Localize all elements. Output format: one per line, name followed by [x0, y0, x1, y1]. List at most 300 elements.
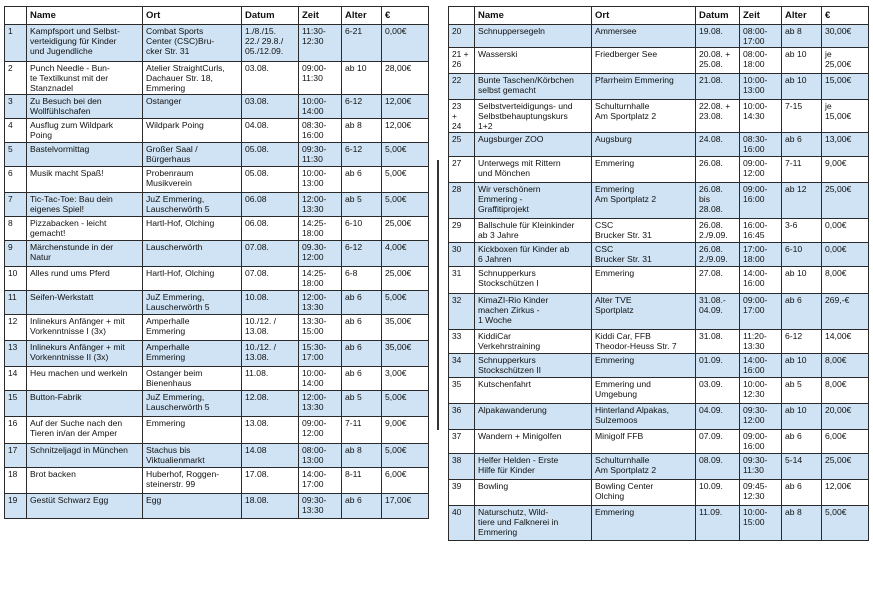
- preis-cell: je 15,00€: [822, 100, 869, 133]
- name-cell: Seifen-Werkstatt: [27, 291, 143, 315]
- datum-cell: 26.08. bis 28.08.: [696, 183, 740, 219]
- preis-cell: 20,00€: [822, 404, 869, 430]
- col-nr-header: [5, 7, 27, 25]
- ort-cell: Wildpark Poing: [143, 119, 242, 143]
- zeit-cell: 09:30- 11:30: [740, 454, 782, 480]
- ort-cell: Emmering und Umgebung: [592, 378, 696, 404]
- name-cell: Wandern + Minigolfen: [475, 430, 592, 454]
- nr-cell: 3: [5, 95, 27, 119]
- nr-cell: 1: [5, 25, 27, 62]
- ort-cell: Ammersee: [592, 25, 696, 48]
- ort-cell: Emmering: [143, 417, 242, 444]
- table-row: [5, 291, 429, 315]
- ort-cell: Combat Sports Center (CSC)Bru- cker Str. 31: [143, 25, 242, 62]
- nr-cell: 6: [5, 167, 27, 193]
- nr-cell: 12: [5, 315, 27, 341]
- ort-cell: Ostanger: [143, 95, 242, 119]
- table-row: [449, 48, 869, 74]
- name-cell: Gestüt Schwarz Egg: [27, 494, 143, 519]
- datum-cell: 10.09.: [696, 480, 740, 506]
- nr-cell: 33: [449, 330, 475, 354]
- nr-cell: 7: [5, 193, 27, 217]
- table-row: [5, 241, 429, 267]
- table-row: [5, 25, 429, 62]
- ort-cell: Schulturnhalle Am Sportplatz 2: [592, 100, 696, 133]
- zeit-cell: 08:30- 16:00: [299, 119, 342, 143]
- alter-cell: 7-15: [782, 100, 822, 133]
- name-cell: Kampfsport und Selbst- verteidigung für Kinder und Jugendliche: [27, 25, 143, 62]
- zeit-cell: 11:30- 12:30: [299, 25, 342, 62]
- ort-cell: Minigolf FFB: [592, 430, 696, 454]
- preis-cell: 5,00€: [382, 167, 429, 193]
- datum-cell: 07.08.: [242, 267, 299, 291]
- col-nr-header: [449, 7, 475, 25]
- name-cell: Inlinekurs Anfänger + mit Vorkenntnisse I (3x): [27, 315, 143, 341]
- nr-cell: 37: [449, 430, 475, 454]
- nr-cell: 14: [5, 367, 27, 391]
- name-cell: Schnuppersegeln: [475, 25, 592, 48]
- name-cell: Punch Needle - Bun- te Textilkunst mit der Stanznadel: [27, 62, 143, 95]
- zeit-cell: 12:00- 13:30: [299, 391, 342, 417]
- col-datum-header: Datum: [242, 7, 299, 25]
- zeit-cell: 14:25- 18:00: [299, 217, 342, 241]
- name-cell: Unterwegs mit Rittern und Mönchen: [475, 157, 592, 183]
- zeit-cell: 11:20- 13:30: [740, 330, 782, 354]
- table-row: [449, 404, 869, 430]
- nr-cell: 13: [5, 341, 27, 367]
- alter-cell: ab 8: [782, 506, 822, 541]
- datum-cell: 26.08.: [696, 157, 740, 183]
- ort-cell: Emmering: [592, 267, 696, 294]
- nr-cell: 39: [449, 480, 475, 506]
- rows-right: [449, 25, 869, 541]
- table-row: [449, 354, 869, 378]
- alter-cell: ab 6: [782, 294, 822, 330]
- col-ort-header: Ort: [143, 7, 242, 25]
- preis-cell: 15,00€: [822, 74, 869, 100]
- nr-cell: 22: [449, 74, 475, 100]
- preis-cell: 25,00€: [382, 267, 429, 291]
- table-row: [5, 167, 429, 193]
- datum-cell: 06.08: [242, 193, 299, 217]
- preis-cell: 6,00€: [382, 468, 429, 494]
- datum-cell: 06.08.: [242, 217, 299, 241]
- nr-cell: 32: [449, 294, 475, 330]
- ort-cell: Pfarrheim Emmering: [592, 74, 696, 100]
- alter-cell: ab 10: [782, 267, 822, 294]
- alter-cell: ab 5: [782, 378, 822, 404]
- zeit-cell: 09:00- 16:00: [740, 183, 782, 219]
- ort-cell: JuZ Emmering, Lauscherwörth 5: [143, 193, 242, 217]
- datum-cell: 10./12. / 13.08.: [242, 315, 299, 341]
- name-cell: Button-Fabrik: [27, 391, 143, 417]
- preis-cell: 5,00€: [822, 506, 869, 541]
- name-cell: Helfer Helden - Erste Hilfe für Kinder: [475, 454, 592, 480]
- name-cell: KimaZI-Rio Kinder machen Zirkus - 1 Woche: [475, 294, 592, 330]
- header-row: [449, 7, 869, 25]
- ort-cell: Großer Saal / Bürgerhaus: [143, 143, 242, 167]
- datum-cell: 08.09.: [696, 454, 740, 480]
- name-cell: Musik macht Spaß!: [27, 167, 143, 193]
- alter-cell: ab 8: [782, 25, 822, 48]
- datum-cell: 27.08.: [696, 267, 740, 294]
- name-cell: Selbstverteidigungs- und Selbstbehauptungskurs 1+2: [475, 100, 592, 133]
- datum-cell: 24.08.: [696, 133, 740, 157]
- name-cell: Schnupperkurs Stockschützen II: [475, 354, 592, 378]
- alter-cell: ab 5: [342, 193, 382, 217]
- preis-cell: 5,00€: [382, 391, 429, 417]
- table-row: [449, 378, 869, 404]
- ort-cell: Amperhalle Emmering: [143, 315, 242, 341]
- name-cell: Wasserski: [475, 48, 592, 74]
- alter-cell: ab 10: [342, 62, 382, 95]
- datum-cell: 12.08.: [242, 391, 299, 417]
- zeit-cell: 10:00- 13:00: [299, 167, 342, 193]
- zeit-cell: 15:30- 17:00: [299, 341, 342, 367]
- datum-cell: 05.08.: [242, 167, 299, 193]
- table-row: [449, 219, 869, 243]
- zeit-cell: 10:00- 14:00: [299, 95, 342, 119]
- name-cell: Schnupperkurs Stockschützen I: [475, 267, 592, 294]
- alter-cell: ab 10: [782, 354, 822, 378]
- ort-cell: Emmering: [592, 506, 696, 541]
- table-row: [5, 143, 429, 167]
- alter-cell: 6-12: [782, 330, 822, 354]
- datum-cell: 07.09.: [696, 430, 740, 454]
- ort-cell: Schulturnhalle Am Sportplatz 2: [592, 454, 696, 480]
- name-cell: Märchenstunde in der Natur: [27, 241, 143, 267]
- header-row: [5, 7, 429, 25]
- datum-cell: 11.08.: [242, 367, 299, 391]
- name-cell: Bowling: [475, 480, 592, 506]
- table-row: [5, 468, 429, 494]
- ort-cell: CSC Brucker Str. 31: [592, 219, 696, 243]
- alter-cell: ab 6: [782, 480, 822, 506]
- col-preis-header: €: [382, 7, 429, 25]
- nr-cell: 30: [449, 243, 475, 267]
- datum-cell: 1./8./15. 22./ 29.8./ 05./12.09.: [242, 25, 299, 62]
- alter-cell: 6-12: [342, 95, 382, 119]
- datum-cell: 03.09.: [696, 378, 740, 404]
- preis-cell: 35,00€: [382, 341, 429, 367]
- zeit-cell: 14:25- 18:00: [299, 267, 342, 291]
- table-row: [449, 243, 869, 267]
- table-row: [5, 62, 429, 95]
- zeit-cell: 09:00- 12:00: [740, 157, 782, 183]
- nr-cell: 11: [5, 291, 27, 315]
- table-row: [5, 119, 429, 143]
- ort-cell: Friedberger See: [592, 48, 696, 74]
- preis-cell: 12,00€: [382, 95, 429, 119]
- alter-cell: 6-12: [342, 143, 382, 167]
- zeit-cell: 10:00- 13:00: [740, 74, 782, 100]
- table-row: [449, 267, 869, 294]
- nr-cell: 21 + 26: [449, 48, 475, 74]
- nr-cell: 27: [449, 157, 475, 183]
- nr-cell: 16: [5, 417, 27, 444]
- name-cell: Inlinekurs Anfänger + mit Vorkenntnisse II (3x): [27, 341, 143, 367]
- zeit-cell: 09:45- 12:30: [740, 480, 782, 506]
- zeit-cell: 10:00- 14:30: [740, 100, 782, 133]
- table-row: [449, 100, 869, 133]
- program-table-right: [448, 6, 869, 541]
- nr-cell: 10: [5, 267, 27, 291]
- col-name-header: Name: [475, 7, 592, 25]
- name-cell: Pizzabacken - leicht gemacht!: [27, 217, 143, 241]
- name-cell: Schnitzeljagd in München: [27, 444, 143, 468]
- preis-cell: 12,00€: [382, 119, 429, 143]
- zeit-cell: 14:00- 16:00: [740, 354, 782, 378]
- preis-cell: je 25,00€: [822, 48, 869, 74]
- col-datum-header: Datum: [696, 7, 740, 25]
- col-ort-header: Ort: [592, 7, 696, 25]
- name-cell: Alpakawanderung: [475, 404, 592, 430]
- nr-cell: 8: [5, 217, 27, 241]
- preis-cell: 9,00€: [382, 417, 429, 444]
- preis-cell: 25,00€: [822, 183, 869, 219]
- name-cell: Ausflug zum Wildpark Poing: [27, 119, 143, 143]
- ort-cell: Alter TVE Sportplatz: [592, 294, 696, 330]
- ort-cell: JuZ Emmering, Lauscherwörth 5: [143, 391, 242, 417]
- name-cell: Bastelvormittag: [27, 143, 143, 167]
- ort-cell: Atelier StraightCurls, Dachauer Str. 18, Emmering: [143, 62, 242, 95]
- nr-cell: 18: [5, 468, 27, 494]
- table-row: [5, 494, 429, 519]
- preis-cell: 0,00€: [822, 243, 869, 267]
- zeit-cell: 09:00- 16:00: [740, 430, 782, 454]
- preis-cell: 0,00€: [822, 219, 869, 243]
- zeit-cell: 14:00- 16:00: [740, 267, 782, 294]
- table-row: [5, 391, 429, 417]
- preis-cell: 35,00€: [382, 315, 429, 341]
- ort-cell: Emmering: [592, 354, 696, 378]
- alter-cell: ab 5: [342, 391, 382, 417]
- preis-cell: 17,00€: [382, 494, 429, 519]
- table-row: [5, 417, 429, 444]
- table-row: [449, 294, 869, 330]
- name-cell: Zu Besuch bei den Wollfühlschafen: [27, 95, 143, 119]
- preis-cell: 13,00€: [822, 133, 869, 157]
- nr-cell: 38: [449, 454, 475, 480]
- ort-cell: Augsburg: [592, 133, 696, 157]
- table-row: [5, 367, 429, 391]
- name-cell: Brot backen: [27, 468, 143, 494]
- datum-cell: 10.08.: [242, 291, 299, 315]
- col-alter-header: Alter: [342, 7, 382, 25]
- name-cell: Kickboxen für Kinder ab 6 Jahren: [475, 243, 592, 267]
- datum-cell: 11.09.: [696, 506, 740, 541]
- name-cell: Wir verschönern Emmering - Graffitiprojekt: [475, 183, 592, 219]
- zeit-cell: 16:00- 16:45: [740, 219, 782, 243]
- datum-cell: 04.08.: [242, 119, 299, 143]
- alter-cell: 3-6: [782, 219, 822, 243]
- zeit-cell: 13:30- 15:00: [299, 315, 342, 341]
- alter-cell: 6-21: [342, 25, 382, 62]
- table-row: [449, 330, 869, 354]
- alter-cell: ab 6: [342, 341, 382, 367]
- name-cell: Augsburger ZOO: [475, 133, 592, 157]
- ort-cell: Hinterland Alpakas, Sulzemoos: [592, 404, 696, 430]
- table-row: [449, 506, 869, 541]
- ort-cell: Bowling Center Olching: [592, 480, 696, 506]
- zeit-cell: 08:00- 13:00: [299, 444, 342, 468]
- col-alter-header: Alter: [782, 7, 822, 25]
- preis-cell: 12,00€: [822, 480, 869, 506]
- zeit-cell: 10:00- 15:00: [740, 506, 782, 541]
- datum-cell: 22.08. + 23.08.: [696, 100, 740, 133]
- col-zeit-header: Zeit: [740, 7, 782, 25]
- name-cell: Bunte Taschen/Körbchen selbst gemacht: [475, 74, 592, 100]
- preis-cell: 5,00€: [382, 193, 429, 217]
- nr-cell: 5: [5, 143, 27, 167]
- alter-cell: ab 12: [782, 183, 822, 219]
- preis-cell: 30,00€: [822, 25, 869, 48]
- datum-cell: 31.08.: [696, 330, 740, 354]
- program-table-left: [4, 6, 429, 519]
- name-cell: Ballschule für Kleinkinder ab 3 Jahre: [475, 219, 592, 243]
- alter-cell: 6-10: [342, 217, 382, 241]
- table-row: [5, 444, 429, 468]
- name-cell: Tic-Tac-Toe: Bau dein eigenes Spiel!: [27, 193, 143, 217]
- preis-cell: 14,00€: [822, 330, 869, 354]
- zeit-cell: 09:30- 12:00: [740, 404, 782, 430]
- name-cell: Auf der Suche nach den Tieren in/an der Amper: [27, 417, 143, 444]
- table-row: [5, 217, 429, 241]
- zeit-cell: 09:00- 12:00: [299, 417, 342, 444]
- column-divider: [437, 160, 439, 430]
- nr-cell: 2: [5, 62, 27, 95]
- datum-cell: 10./12. / 13.08.: [242, 341, 299, 367]
- ort-cell: Amperhalle Emmering: [143, 341, 242, 367]
- datum-cell: 19.08.: [696, 25, 740, 48]
- zeit-cell: 10:00- 14:00: [299, 367, 342, 391]
- ort-cell: Probenraum Musikverein: [143, 167, 242, 193]
- preis-cell: 9,00€: [822, 157, 869, 183]
- alter-cell: ab 10: [782, 404, 822, 430]
- zeit-cell: 12:00- 13:30: [299, 291, 342, 315]
- alter-cell: 8-11: [342, 468, 382, 494]
- preis-cell: 269,-€: [822, 294, 869, 330]
- nr-cell: 28: [449, 183, 475, 219]
- preis-cell: 5,00€: [382, 444, 429, 468]
- datum-cell: 13.08.: [242, 417, 299, 444]
- table-row: [5, 193, 429, 217]
- nr-cell: 23 + 24: [449, 100, 475, 133]
- preis-cell: 8,00€: [822, 378, 869, 404]
- datum-cell: 07.08.: [242, 241, 299, 267]
- alter-cell: ab 6: [342, 291, 382, 315]
- datum-cell: 20.08. + 25.08.: [696, 48, 740, 74]
- table-row: [5, 267, 429, 291]
- zeit-cell: 09:00- 11:30: [299, 62, 342, 95]
- zeit-cell: 09:30- 11:30: [299, 143, 342, 167]
- preis-cell: 0,00€: [382, 25, 429, 62]
- nr-cell: 20: [449, 25, 475, 48]
- table-row: [449, 133, 869, 157]
- table-row: [449, 480, 869, 506]
- ort-cell: Kiddi Car, FFB Theodor-Heuss Str. 7: [592, 330, 696, 354]
- table-row: [449, 157, 869, 183]
- table-row: [5, 315, 429, 341]
- zeit-cell: 08:00- 17:00: [740, 25, 782, 48]
- zeit-cell: 08:00- 18:00: [740, 48, 782, 74]
- alter-cell: ab 6: [782, 430, 822, 454]
- name-cell: Heu machen und werkeln: [27, 367, 143, 391]
- preis-cell: 25,00€: [382, 217, 429, 241]
- name-cell: KiddiCar Verkehrstraining: [475, 330, 592, 354]
- alter-cell: ab 8: [342, 444, 382, 468]
- col-name-header: Name: [27, 7, 143, 25]
- table-row: [5, 95, 429, 119]
- table-row: [449, 74, 869, 100]
- preis-cell: 8,00€: [822, 354, 869, 378]
- table-row: [449, 25, 869, 48]
- table-row: [449, 430, 869, 454]
- zeit-cell: 09.30- 12:00: [299, 241, 342, 267]
- nr-cell: 31: [449, 267, 475, 294]
- datum-cell: 18.08.: [242, 494, 299, 519]
- table-row: [449, 454, 869, 480]
- preis-cell: 8,00€: [822, 267, 869, 294]
- alter-cell: ab 6: [342, 494, 382, 519]
- zeit-cell: 08:30- 16:00: [740, 133, 782, 157]
- alter-cell: 7-11: [342, 417, 382, 444]
- ort-cell: Emmering Am Sportplatz 2: [592, 183, 696, 219]
- col-preis-header: €: [822, 7, 869, 25]
- nr-cell: 29: [449, 219, 475, 243]
- nr-cell: 17: [5, 444, 27, 468]
- zeit-cell: 09:30- 13:30: [299, 494, 342, 519]
- ort-cell: Lauscherwörth: [143, 241, 242, 267]
- datum-cell: 04.09.: [696, 404, 740, 430]
- preis-cell: 5,00€: [382, 143, 429, 167]
- alter-cell: ab 10: [782, 48, 822, 74]
- preis-cell: 3,00€: [382, 367, 429, 391]
- datum-cell: 26.08. 2./9.09.: [696, 243, 740, 267]
- zeit-cell: 12:00- 13:30: [299, 193, 342, 217]
- preis-cell: 25,00€: [822, 454, 869, 480]
- ort-cell: Hartl-Hof, Olching: [143, 217, 242, 241]
- name-cell: Naturschutz, Wild- tiere und Falknerei in Emmering: [475, 506, 592, 541]
- datum-cell: 31.08.- 04.09.: [696, 294, 740, 330]
- zeit-cell: 17:00- 18:00: [740, 243, 782, 267]
- rows-left: [5, 25, 429, 519]
- alter-cell: 5-14: [782, 454, 822, 480]
- ort-cell: Huberhof, Roggen- steinerstr. 99: [143, 468, 242, 494]
- nr-cell: 15: [5, 391, 27, 417]
- nr-cell: 4: [5, 119, 27, 143]
- ort-cell: Hartl-Hof, Olching: [143, 267, 242, 291]
- preis-cell: 5,00€: [382, 291, 429, 315]
- alter-cell: ab 6: [342, 167, 382, 193]
- alter-cell: ab 6: [782, 133, 822, 157]
- preis-cell: 6,00€: [822, 430, 869, 454]
- table-row: [449, 183, 869, 219]
- ort-cell: JuZ Emmering, Lauscherwörth 5: [143, 291, 242, 315]
- datum-cell: 03.08.: [242, 62, 299, 95]
- nr-cell: 19: [5, 494, 27, 519]
- alter-cell: 7-11: [782, 157, 822, 183]
- ort-cell: Ostanger beim Bienenhaus: [143, 367, 242, 391]
- ort-cell: CSC Brucker Str. 31: [592, 243, 696, 267]
- name-cell: Alles rund ums Pferd: [27, 267, 143, 291]
- table-row: [5, 341, 429, 367]
- alter-cell: ab 6: [342, 315, 382, 341]
- nr-cell: 9: [5, 241, 27, 267]
- datum-cell: 01.09.: [696, 354, 740, 378]
- alter-cell: 6-10: [782, 243, 822, 267]
- datum-cell: 21.08.: [696, 74, 740, 100]
